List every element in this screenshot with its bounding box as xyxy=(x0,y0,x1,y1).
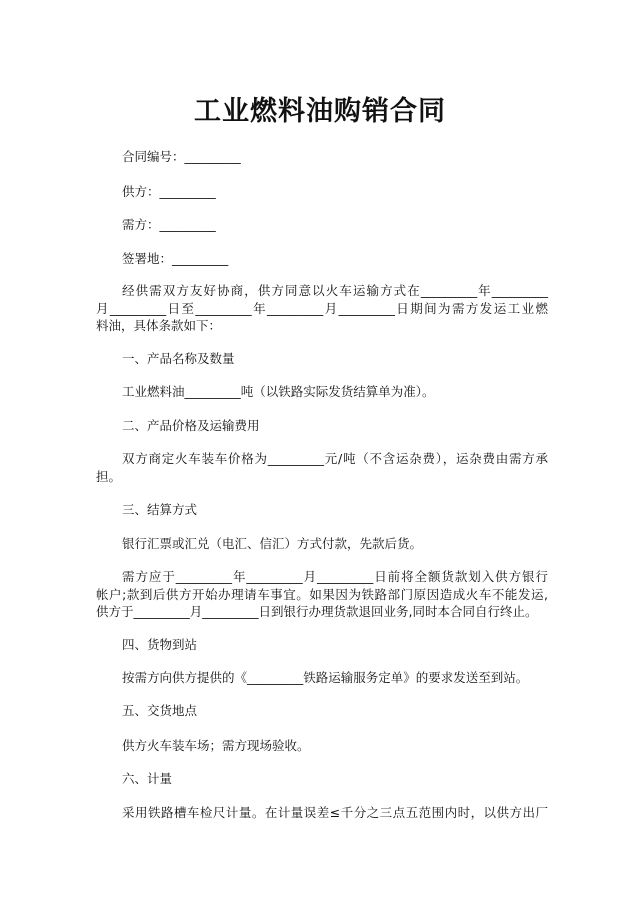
section-body: 双方商定火车装车价格为_________元/吨（不含运杂费），运杂费由需方承 xyxy=(122,451,548,466)
signing-place-field: 签署地：_________ xyxy=(122,251,229,266)
section-body: 银行汇票或汇兑（电汇、信汇）方式付款，先款后货。 xyxy=(122,536,423,551)
section-heading: 一、产品名称及数量 xyxy=(122,351,235,366)
section-heading: 五、交货地点 xyxy=(122,703,198,718)
section-heading: 二、产品价格及运输费用 xyxy=(122,418,260,433)
section-heading: 六、计量 xyxy=(122,771,173,786)
section-body: 采用铁路槽车检尺计量。在计量误差≤千分之三点五范围内时，以供方出厂 xyxy=(122,805,548,820)
section-heading: 三、结算方式 xyxy=(122,502,198,517)
intro-line: 料油，具体条款如下： xyxy=(96,318,222,333)
section-body: 担。 xyxy=(96,469,122,484)
supplier-field: 供方：_________ xyxy=(122,184,216,199)
section-body: 供方于_________月_________日到银行办理货款退回业务,同时本合同自行终止。 xyxy=(96,604,538,619)
section-body: 工业燃料油_________吨（以铁路实际发货结算单为准）。 xyxy=(122,384,435,399)
section-body: 供方火车装车场；需方现场验收。 xyxy=(122,738,310,753)
section-body: 帐户;款到后供方开始办理请车事宜。如果因为铁路部门原因造成火车不能发运, xyxy=(96,587,548,602)
section-body: 按需方向供方提供的《_________铁路运输服务定单》的要求发送至到站。 xyxy=(122,670,529,685)
intro-line: 经供需双方友好协商，供方同意以火车运输方式在_________年_________ xyxy=(122,283,548,298)
buyer-field: 需方：_________ xyxy=(122,217,216,232)
contract-number-field: 合同编号：_________ xyxy=(122,149,241,164)
section-body: 需方应于_________年_________月_________日前将全额货款划入供方银行 xyxy=(122,569,548,584)
document-title: 工业燃料油购销合同 xyxy=(194,96,446,127)
section-heading: 四、货物到站 xyxy=(122,637,198,652)
intro-line: 月_________日至_________年_________月_________日期间为需方发运工业燃 xyxy=(96,301,548,316)
